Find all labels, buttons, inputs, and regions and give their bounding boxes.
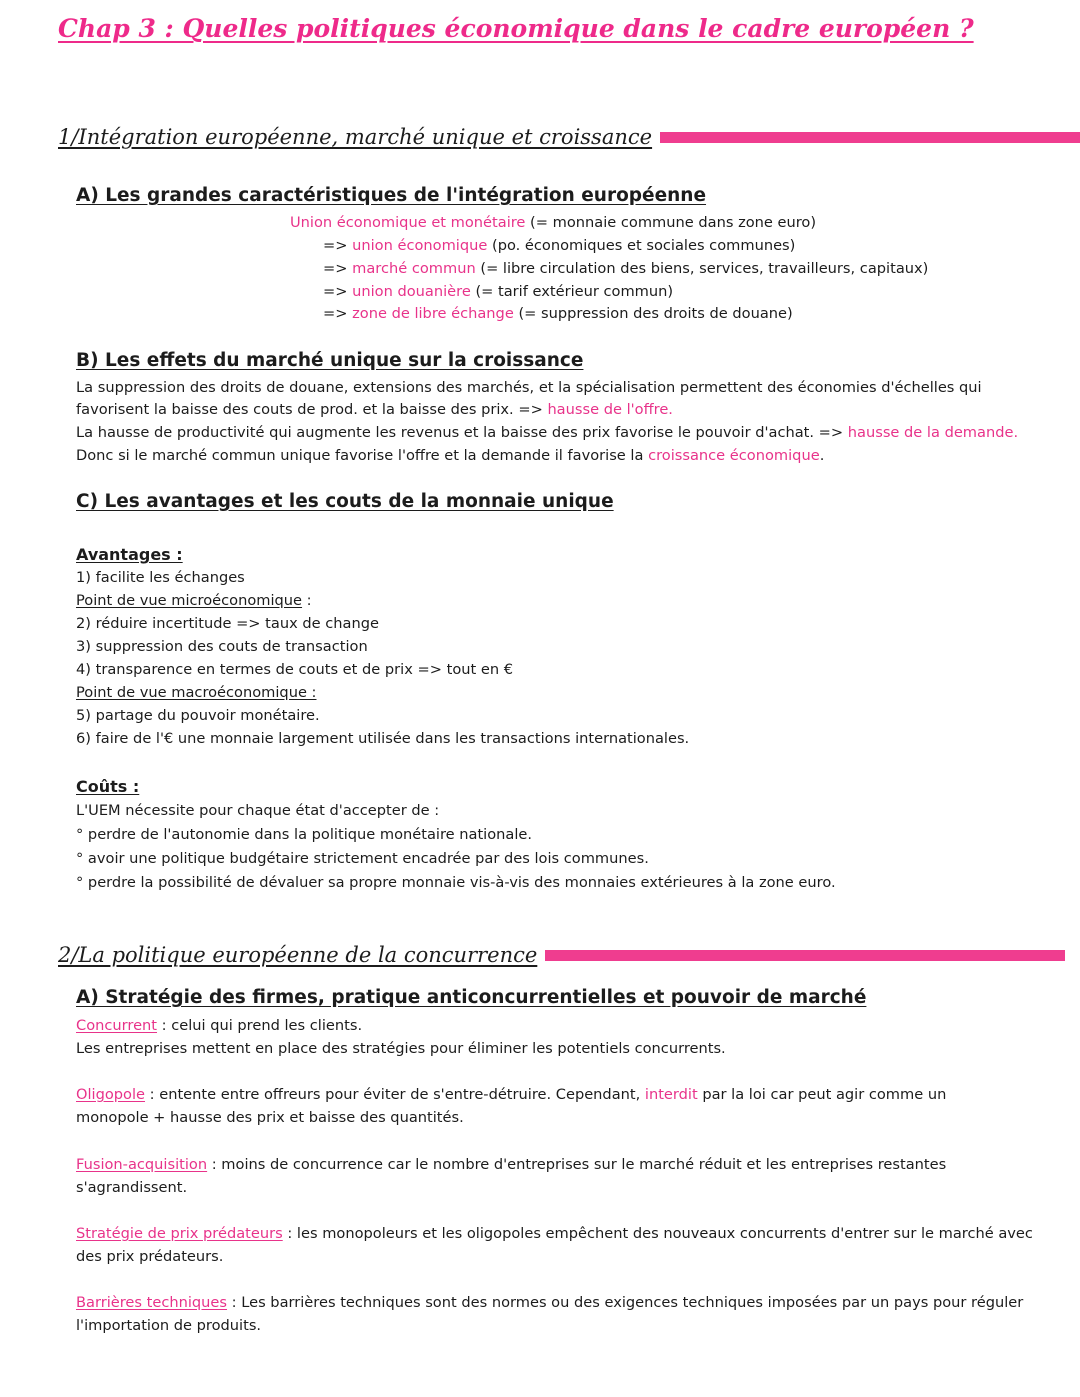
advantage-5: 5) partage du pouvoir monétaire. [76,707,320,724]
costs-label: Coûts : [76,777,140,796]
section-2-highlight-bar [545,950,1065,961]
predatory-pricing-definition-line-2: des prix prédateurs. [76,1248,224,1265]
oligopole-definition: Oligopole : entente entre offreurs pour éviter de s'entre-détruire. Cependant, interdit par la loi car peut agir comme un [76,1086,947,1103]
fusion-definition: Fusion-acquisition : moins de concurrence car le nombre d'entreprises sur le marché réduit et les entreprises restantes [76,1156,947,1173]
technical-barriers-definition: Barrières techniques : Les barrières techniques sont des normes ou des exigences techniques imposées par un pays pour réguler [76,1294,1024,1311]
growth-para-line-1: La suppression des droits de douane, extensions des marchés, et la spécialisation permettent des économies d'échelles qui [76,379,982,396]
technical-barriers-definition-line-2: l'importation de produits. [76,1317,262,1334]
section-1-title: 1/Intégration européenne, marché unique et croissance [58,125,653,149]
oligopole-definition-line-2: monopole + hausse des prix et baisse des quantités. [76,1109,464,1126]
subsection-1a-heading: A) Les grandes caractéristiques de l'intégration européenne [76,185,707,206]
costs-intro: L'UEM nécessite pour chaque état d'accepter de : [76,802,440,819]
eu-line-3: => marché commun (= libre circulation des biens, services, travailleurs, capitaux) [323,260,929,277]
cost-3: ° perdre la possibilité de dévaluer sa propre monnaie vis-à-vis des monnaies extérieures à la zone euro. [76,874,836,891]
advantage-1: 1) facilite les échanges [76,569,245,586]
eu-line-4: => union douanière (= tarif extérieur commun) [323,283,674,300]
growth-para-line-3: La hausse de productivité qui augmente les revenus et la baisse des prix favorise le pouvoir d'achat. => hausse de la demande. [76,424,1019,441]
section-1-heading [58,125,1080,149]
subsection-1c-heading: C) Les avantages et les couts de la monnaie unique [76,491,614,512]
growth-para-line-4: Donc si le marché commun unique favorise l'offre et la demande il favorise la croissance économique. [76,447,825,464]
advantage-6: 6) faire de l'€ une monnaie largement utilisée dans les transactions internationales. [76,730,690,747]
cost-2: ° avoir une politique budgétaire strictement encadrée par des lois communes. [76,850,649,867]
eu-line-2: => union économique (po. économiques et sociales communes) [323,237,796,254]
fusion-definition-line-2: s'agrandissent. [76,1179,188,1196]
advantage-2: 2) réduire incertitude => taux de change [76,615,379,632]
section-2-heading [58,943,1065,967]
cost-1: ° perdre de l'autonomie dans la politique monétaire nationale. [76,826,533,843]
advantages-label: Avantages : [76,545,183,564]
advantages-block [76,543,689,750]
eu-line-1: Union économique et monétaire (= monnaie commune dans zone euro) [290,214,817,231]
macro-viewpoint: Point de vue macroéconomique : [76,684,317,701]
concurrent-definition: Concurrent : celui qui prend les clients. [76,1017,363,1034]
advantage-3: 3) suppression des couts de transaction [76,638,368,655]
page-title: Chap 3 : Quelles politiques économique dans le cadre européen ? [58,14,974,43]
growth-para-line-2: favorisent la baisse des couts de prod. et la baisse des prix. => hausse de l'offre. [76,401,673,418]
eu-line-5: => zone de libre échange (= suppression des droits de douane) [323,305,793,322]
subsection-2a-heading: A) Stratégie des firmes, pratique anticoncurrentielles et pouvoir de marché [76,987,867,1008]
advantage-4: 4) transparence en termes de couts et de prix => tout en € [76,661,514,678]
section-2-title: 2/La politique européenne de la concurrence [58,943,538,967]
subsection-1b-heading: B) Les effets du marché unique sur la croissance [76,350,584,371]
costs-block [76,775,836,895]
predatory-pricing-definition: Stratégie de prix prédateurs : les monopoleurs et les oligopoles empêchent des nouveaux concurrents d'entrer sur le marché avec [76,1225,1033,1242]
micro-viewpoint: Point de vue microéconomique : [76,592,312,609]
section-1-highlight-bar [660,132,1080,143]
concurrent-definition-line-2: Les entreprises mettent en place des stratégies pour éliminer les potentiels concurrents. [76,1040,726,1057]
